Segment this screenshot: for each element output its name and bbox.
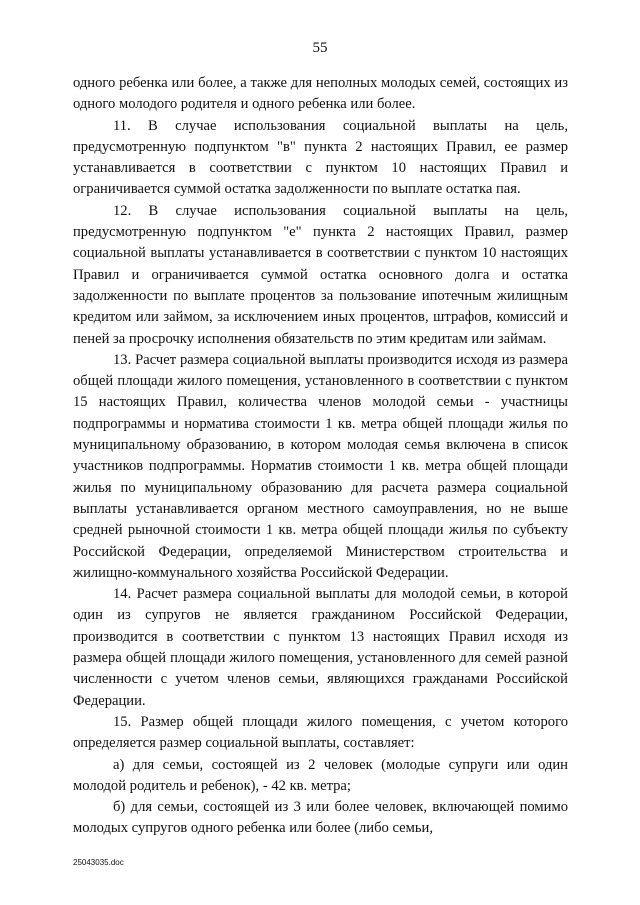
paragraph-15a: а) для семьи, состоящей из 2 человек (молодые супруги или один молодой родитель и ребенок), - 42 кв. метра; <box>73 756 568 794</box>
footer-filename: 25043035.doc <box>73 858 124 867</box>
paragraph-14: 14. Расчет размера социальной выплаты для молодой семьи, в которой один из супругов не является гражданином Российской Федерации, производится в соответствии с пунктом 13 настоящих Правил исходя из размера общей площади жилого помещения, установленного для семей разной численности с учетом членов семьи, являющихся гражданами Российской Федерации. <box>73 586 568 709</box>
paragraph-15: 15. Размер общей площади жилого помещения, с учетом которого определяется размер социальной выплаты, составляет: <box>73 713 568 752</box>
document-body <box>73 73 568 840</box>
paragraph-11: 11. В случае использования социальной выплаты на цель, предусмотренную подпунктом "в" пункта 2 настоящих Правил, ее размер устанавливается в соответствии с пунктом 10 настоящих Правил и ограничивается суммой остатка задолженности по выплате остатка пая. <box>73 117 568 198</box>
paragraph-continuation: одного ребенка или более, а также для неполных молодых семей, состоящих из одного молодого родителя и одного ребенка или более. <box>73 75 568 113</box>
page-number: 55 <box>312 40 328 56</box>
paragraph-13: 13. Расчет размера социальной выплаты производится исходя из размера общей площади жилого помещения, установленного в соответствии с пунктом 15 настоящих Правил, количества членов молодой семьи - участницы подпрограммы и норматива стоимости 1 кв. метра общей площади жилья по муниципальному образованию, в котором молодая семья включена в список участников подпрограммы. Норматив стоимости 1 кв. метра общей площади жилья по муниципальному образованию для расчета размера социальной выплаты устанавливается органом местного самоуправления, но не выше средней рыночной стоимости 1 кв. метра общей площади жилья по субъекту Российской Федерации, определяемой Министерством строительства и жилищно-коммунального хозяйства Российской Федерации. <box>73 351 568 581</box>
paragraph-15b: б) для семьи, состоящей из 3 или более человек, включающей помимо молодых супругов одного ребенка или более (либо семьи, <box>73 799 568 837</box>
paragraph-12: 12. В случае использования социальной выплаты на цель, предусмотренную подпунктом "е" пункта 2 настоящих Правил, размер социальной выплаты устанавливается в соответствии с пунктом 10 настоящих Правил и ограничивается суммой остатка основного долга и остатка задолженности по выплате процентов за пользование ипотечным жилищным кредитом или займом, за исключением иных процентов, штрафов, комиссий и пеней за просрочку исполнения обязательств по этим кредитам или займам. <box>73 202 568 347</box>
